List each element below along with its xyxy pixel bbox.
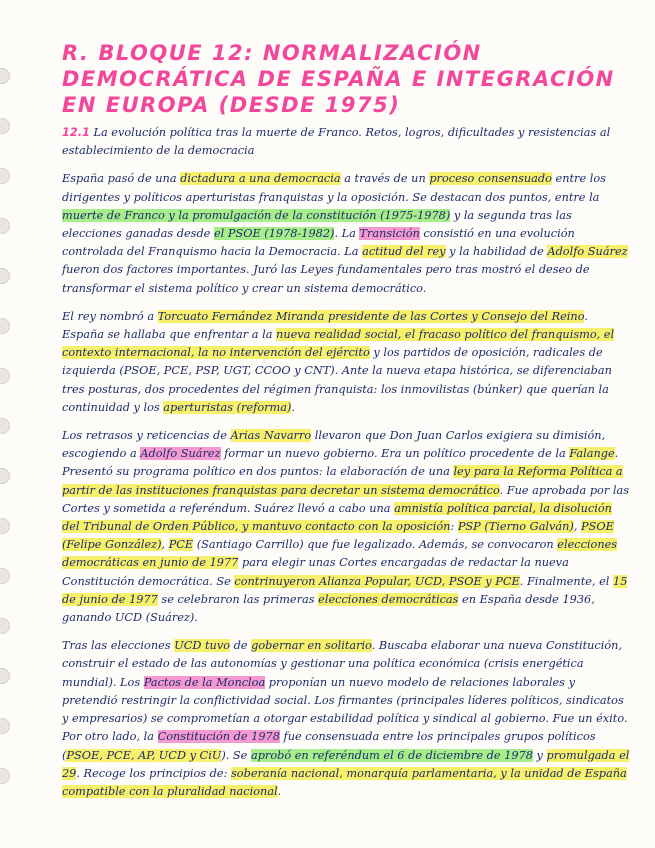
text-run: , xyxy=(161,538,169,552)
text-run: proponían un nuevo modelo de relaciones laborales y pretendió restringir la conflictividad social. Los firmantes (principales líderes políticos, sindicatos y empresarios) se comprometían a otorgar estabilidad política y sindical al gobierno. Fue un éxito. Por otro lado, la xyxy=(62,675,628,744)
highlighted-text: 15 de junio de 1977 xyxy=(62,574,628,606)
text-run: en España desde 1936, ganando UCD (Suárez). xyxy=(62,592,595,625)
highlighted-text: Pactos de la Moncloa xyxy=(143,675,266,689)
punch-hole xyxy=(0,118,10,134)
highlighted-text: Torcuato Fernández Miranda presidente de las Cortes y Consejo del Reino xyxy=(157,309,585,323)
highlighted-text: soberanía nacional, monarquía parlamentaria, y la unidad de España compatible con la pluralidad nacional xyxy=(62,766,627,798)
text-run: . xyxy=(291,400,295,414)
highlighted-text: PSOE, PCE, AP, UCD y CiU xyxy=(66,748,222,762)
paragraph xyxy=(62,308,630,417)
text-run: fue consensuada entre los principales grupos políticos ( xyxy=(62,730,596,762)
highlighted-text: proceso consensuado xyxy=(429,172,552,186)
punch-hole xyxy=(0,518,10,534)
text-run: . xyxy=(277,784,282,798)
highlighted-text: Falange xyxy=(569,447,615,461)
highlighted-text: ley para la Reforma Política a partir de las instituciones franquistas para decretar un sistema democrático xyxy=(62,465,623,497)
paragraph xyxy=(62,170,630,297)
text-run: . Recoge los principios de: xyxy=(76,766,231,780)
punch-holes xyxy=(0,0,22,848)
text-run: formar un nuevo gobierno. Era un político procedente de la xyxy=(220,447,570,461)
punch-hole xyxy=(0,318,10,334)
paragraph xyxy=(62,427,630,627)
highlighted-text: muerte de Franco y la promulgación de la constitución (1975-1978) xyxy=(62,208,451,222)
highlighted-text: nueva realidad social, el fracaso político del franquismo, el contexto internacional, la no intervención del ejército xyxy=(62,328,615,360)
highlighted-text: UCD tuvo xyxy=(174,639,231,653)
text-run: (Santiago Carrillo) que fue legalizado. Además, se convocaron xyxy=(193,538,558,552)
highlighted-text: Adolfo Suárez xyxy=(140,447,221,461)
text-run: . Fue aprobada por las Cortes y sometida a referéndum. Suárez llevó a cabo una xyxy=(62,483,629,515)
highlighted-text: Adolfo Suárez xyxy=(547,245,628,259)
highlighted-text: actitud del rey xyxy=(362,245,446,259)
punch-hole xyxy=(0,368,10,384)
text-run: . La xyxy=(334,227,360,241)
highlighted-text: Arias Navarro xyxy=(230,429,312,443)
section-title: La evolución política tras la muerte de Franco. Retos, logros, dificultades y resistencias al establecimiento de la democracia xyxy=(62,126,611,158)
text-run: . Finalmente, el xyxy=(519,574,614,588)
text-run: El rey nombró a xyxy=(62,309,158,323)
highlighted-text: Transición xyxy=(359,227,420,241)
punch-hole xyxy=(0,568,10,584)
highlighted-text: Constitución de 1978 xyxy=(157,730,280,744)
punch-hole xyxy=(0,668,10,684)
text-run: ). Se xyxy=(221,748,251,762)
text-run: para elegir unas Cortes encargadas de redactar la nueva Constitución democrática. Se xyxy=(62,556,569,588)
text-run: se celebraron las primeras xyxy=(157,592,319,606)
punch-hole xyxy=(0,68,10,84)
punch-hole xyxy=(0,468,10,484)
page-title: R. BLOQUE 12: NORMALIZACIÓN DEMOCRÁTICA DE ESPAÑA E INTEGRACIÓN EN EUROPA (DESDE 1975) xyxy=(62,41,615,117)
paragraph xyxy=(62,637,630,801)
text-run: : xyxy=(450,520,458,534)
text-run: . Presentó su programa político en dos puntos: la elaboración de una xyxy=(62,447,619,479)
punch-hole xyxy=(0,218,10,234)
text-run: Tras las elecciones xyxy=(62,639,175,653)
punch-hole xyxy=(0,768,10,784)
text-run: y la segunda tras las elecciones ganadas desde xyxy=(62,208,572,241)
text-run: llevaron que Don Juan Carlos exigiera su dimisión, escogiendo a xyxy=(62,429,606,461)
text-run: y la habilidad de xyxy=(445,245,548,259)
text-run: y los partidos de oposición, radicales de izquierda (PSOE, PCE, PSP, UGT, CCOO y CNT). Ante la nueva etapa histórica, se diferenciaban tres posturas, dos procedentes del régimen franquista: los inmovilistas (búnker) que querían la continuidad y los xyxy=(62,346,612,414)
text-run: fueron dos factores importantes. Juró las Leyes fundamentales pero tras mostró el deseo de transformar el sistema político y crear un sistema democrático. xyxy=(62,263,590,295)
highlighted-text: amnistía política parcial, la disolución del Tribunal de Orden Público, y mantuvo contacto con la oposición xyxy=(62,501,612,534)
notes-body xyxy=(62,124,630,811)
highlighted-text: PSP (Tierno Galván) xyxy=(457,520,574,534)
text-run: . Buscaba elaborar una nueva Constitución, construir el estado de las autonomías y gestionar una política económica (crisis energética mundial). Los xyxy=(62,639,623,689)
punch-hole xyxy=(0,168,10,184)
paragraphs xyxy=(62,170,630,801)
text-run: España pasó de una xyxy=(62,172,181,186)
punch-hole xyxy=(0,268,10,284)
highlighted-text: PCE xyxy=(168,538,194,552)
highlighted-text: el PSOE (1978-1982) xyxy=(213,227,335,241)
text-run: a través de un xyxy=(340,172,430,186)
punch-hole xyxy=(0,418,10,434)
punch-hole xyxy=(0,718,10,734)
highlighted-text: elecciones democráticas xyxy=(318,592,459,606)
highlighted-text: aperturistas (reforma) xyxy=(163,400,292,414)
highlighted-text: contrinuyeron Alianza Popular, UCD, PSOE y PCE xyxy=(234,574,520,588)
highlighted-text: aprobó en referéndum el 6 de diciembre de 1978 xyxy=(250,748,533,762)
text-run: y xyxy=(532,748,547,762)
highlighted-text: promulgada el 29 xyxy=(62,748,630,780)
highlighted-text: elecciones democráticas en junio de 1977 xyxy=(62,538,618,570)
highlighted-text: dictadura a una democracia xyxy=(180,172,341,186)
section-number: 12.1 xyxy=(62,126,90,139)
section-heading xyxy=(62,124,630,160)
text-run: . España se hallaba que enfrentar a la xyxy=(62,309,588,342)
text-run: Los retrasos y reticencias de xyxy=(62,429,231,443)
punch-hole xyxy=(0,618,10,634)
highlighted-text: gobernar en solitario xyxy=(251,639,372,653)
highlighted-text: PSOE (Felipe González) xyxy=(62,520,614,552)
text-run: consistió en una evolución controlada del Franquismo hacia la Democracia. La xyxy=(62,227,575,259)
text-run: entre los dirigentes y políticos aperturistas franquistas y la oposición. Se destacan dos puntos, entre la xyxy=(62,172,606,204)
text-run: de xyxy=(230,639,252,653)
text-run: , xyxy=(573,520,582,534)
